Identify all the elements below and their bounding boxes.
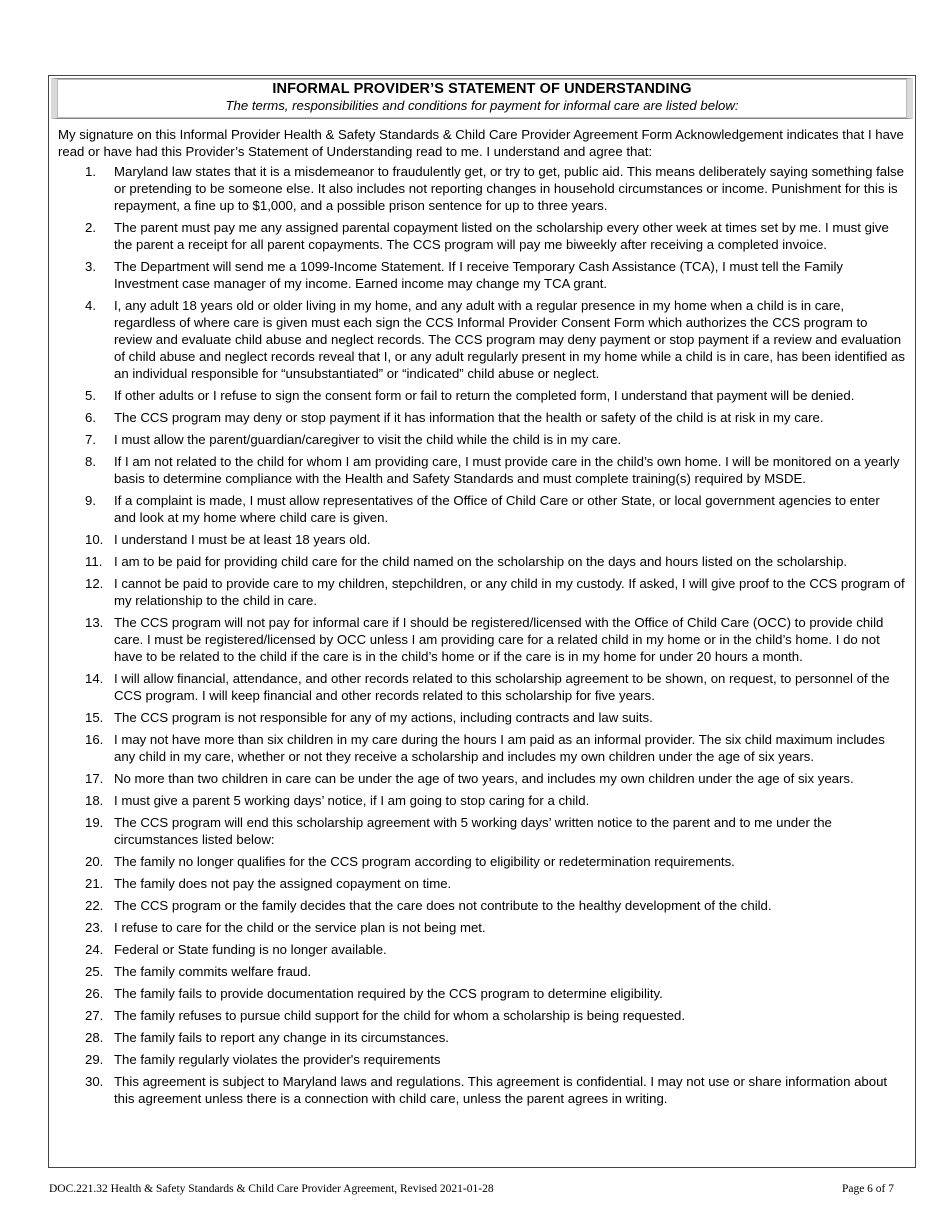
term-text: No more than two children in care can be under the age of two years, and includes my own children under the age of six years. <box>114 771 854 786</box>
term-text: The CCS program will end this scholarship agreement with 5 working days’ written notice to the parent and to me under the circumstances listed below: <box>114 815 832 847</box>
term-item <box>49 1051 905 1068</box>
term-item <box>49 387 905 404</box>
term-text: I refuse to care for the child or the service plan is not being met. <box>114 920 486 935</box>
term-number: 4. <box>85 298 96 313</box>
term-item <box>49 1007 905 1024</box>
term-number: 12. <box>85 576 104 591</box>
term-number: 17. <box>85 771 104 786</box>
term-item <box>49 614 905 665</box>
term-text: I cannot be paid to provide care to my children, stepchildren, or any child in my custody. If asked, I will give proof to the CCS program of my relationship to the child in care. <box>114 576 905 608</box>
term-item <box>49 814 905 848</box>
term-text: The family does not pay the assigned copayment on time. <box>114 876 452 891</box>
term-item <box>49 985 905 1002</box>
term-number: 28. <box>85 1030 104 1045</box>
term-item <box>49 792 905 809</box>
term-item <box>49 875 905 892</box>
term-number: 30. <box>85 1074 104 1089</box>
term-text: Maryland law states that it is a misdemeanor to fraudulently get, or try to get, public aid. This means deliberately saying something false or pretending to be someone else. It also includes not reporting changes in household circumstances or income. Punishment for this is repayment, a fine up to $1,000, and a possible prison sentence for up to three years. <box>114 164 904 213</box>
term-number: 29. <box>85 1052 104 1067</box>
term-text: The family refuses to pursue child support for the child for whom a scholarship is being requested. <box>114 1008 686 1023</box>
term-text: I must give a parent 5 working days’ notice, if I am going to stop caring for a child. <box>114 793 590 808</box>
term-text: The CCS program or the family decides that the care does not contribute to the healthy development of the child. <box>114 898 772 913</box>
term-item <box>49 531 905 548</box>
term-number: 20. <box>85 854 104 869</box>
term-text: The CCS program is not responsible for any of my actions, including contracts and law suits. <box>114 710 653 725</box>
term-number: 2. <box>85 220 96 235</box>
term-number: 8. <box>85 454 96 469</box>
term-text: The CCS program may deny or stop payment if it has information that the health or safety of the child is at risk in my care. <box>114 410 824 425</box>
term-text: The parent must pay me any assigned parental copayment listed on the scholarship every other week at times set by me. I must give the parent a receipt for all parent copayments. The CCS program will pay me biweekly after receiving a completed invoice. <box>114 220 889 252</box>
term-number: 25. <box>85 964 104 979</box>
term-number: 10. <box>85 532 104 547</box>
term-item <box>49 1029 905 1046</box>
term-text: I understand I must be at least 18 years old. <box>114 532 371 547</box>
term-text: The family no longer qualifies for the CCS program according to eligibility or redetermination requirements. <box>114 854 735 869</box>
term-number: 18. <box>85 793 104 808</box>
term-item <box>49 670 905 704</box>
term-number: 26. <box>85 986 104 1001</box>
terms-list <box>49 163 915 1107</box>
term-item <box>49 258 905 292</box>
term-item <box>49 575 905 609</box>
term-item <box>49 1073 905 1107</box>
term-number: 23. <box>85 920 104 935</box>
term-text: I may not have more than six children in my care during the hours I am paid as an informal provider. The six child maximum includes any child in my care, whether or not they receive a scholarship and includes my own children under the age of six years. <box>114 732 885 764</box>
term-number: 9. <box>85 493 96 508</box>
page-title: INFORMAL PROVIDER’S STATEMENT OF UNDERSTANDING <box>272 81 692 97</box>
term-number: 7. <box>85 432 96 447</box>
term-number: 3. <box>85 259 96 274</box>
term-item <box>49 941 905 958</box>
term-text: The Department will send me a 1099-Income Statement. If I receive Temporary Cash Assistance (TCA), I must tell the Family Investment case manager of my income. Earned income may change my TCA grant. <box>114 259 844 291</box>
term-text: I will allow financial, attendance, and other records related to this scholarship agreement to be shown, on request, to personnel of the CCS program. I will keep financial and other records related to this scholarship for five years. <box>114 671 890 703</box>
term-item <box>49 219 905 253</box>
term-number: 5. <box>85 388 96 403</box>
term-number: 21. <box>85 876 104 891</box>
footer-document-id: DOC.221.32 Health & Safety Standards & Child Care Provider Agreement, Revised 2021-01-28 <box>49 1183 494 1195</box>
term-text: If other adults or I refuse to sign the consent form or fail to return the completed form, I understand that payment will be denied. <box>114 388 855 403</box>
term-item <box>49 731 905 765</box>
term-item <box>49 853 905 870</box>
term-number: 6. <box>85 410 96 425</box>
statement-header <box>51 78 913 119</box>
term-item <box>49 770 905 787</box>
term-number: 13. <box>85 615 104 630</box>
term-number: 27. <box>85 1008 104 1023</box>
term-number: 16. <box>85 732 104 747</box>
term-item <box>49 553 905 570</box>
term-text: Federal or State funding is no longer available. <box>114 942 387 957</box>
term-number: 15. <box>85 710 104 725</box>
term-item <box>49 431 905 448</box>
term-item <box>49 453 905 487</box>
term-text: I am to be paid for providing child care for the child named on the scholarship on the days and hours listed on the scholarship. <box>114 554 848 569</box>
term-text: If a complaint is made, I must allow representatives of the Office of Child Care or other State, or local government agencies to enter and look at my home where child care is given. <box>114 493 880 525</box>
term-text: I must allow the parent/guardian/caregiver to visit the child while the child is in my care. <box>114 432 622 447</box>
footer-page-number: Page 6 of 7 <box>841 1183 894 1195</box>
term-number: 11. <box>85 554 103 569</box>
term-item <box>49 492 905 526</box>
term-item <box>49 919 905 936</box>
term-item <box>49 163 905 214</box>
term-number: 22. <box>85 898 104 913</box>
term-text: If I am not related to the child for whom I am providing care, I must provide care in the child’s own home. I will be monitored on a yearly basis to determine compliance with the Health and Safety Standards and must complete training(s) required by MSDE. <box>114 454 900 486</box>
term-number: 24. <box>85 942 104 957</box>
term-item <box>49 709 905 726</box>
term-text: This agreement is subject to Maryland laws and regulations. This agreement is confidential. I may not use or share information about this agreement unless there is a connection with child care, unless the parent agrees in writing. <box>114 1074 888 1106</box>
term-text: The family commits welfare fraud. <box>114 964 312 979</box>
term-item <box>49 297 905 382</box>
term-text: The family fails to report any change in its circumstances. <box>114 1030 449 1045</box>
term-text: The family regularly violates the provider's requirements <box>114 1052 441 1067</box>
intro-paragraph: My signature on this Informal Provider Health & Safety Standards & Child Care Provider Agreement Form Acknowledgement indicates that I have read or have had this Provider’s Statement of Understanding read to me. I understand and agree that: <box>58 127 904 159</box>
term-text: The CCS program will not pay for informal care if I should be registered/licensed with the Office of Child Care (OCC) to provide child care. I must be registered/licensed by OCC unless I am providing care for a related child in my home or in the child’s home. I do not have to be related to the child if the care is in the child’s home or if the care is in my home for under 20 hours a month. <box>114 615 884 664</box>
term-number: 19. <box>85 815 104 830</box>
term-item <box>49 963 905 980</box>
term-item <box>49 409 905 426</box>
statement-form <box>48 75 916 1168</box>
term-text: The family fails to provide documentation required by the CCS program to determine eligibility. <box>114 986 663 1001</box>
term-number: 1. <box>85 164 96 179</box>
term-item <box>49 897 905 914</box>
term-number: 14. <box>85 671 104 686</box>
term-text: I, any adult 18 years old or older living in my home, and any adult with a regular presence in my home when a child is in care, regardless of where care is given must each sign the CCS Informal Provider Consent Form which authorizes the CCS program to review and evaluate child abuse and neglect records. The CCS program may deny payment or stop payment if a review and evaluation of child abuse and neglect records reveal that I, or any adult regularly present in my home while a child is in care, has been identified as an individual responsible for “unsubstantiated” or “indicated” child abuse or neglect. <box>114 298 905 381</box>
page-subtitle: The terms, responsibilities and conditions for payment for informal care are listed below: <box>225 98 739 113</box>
